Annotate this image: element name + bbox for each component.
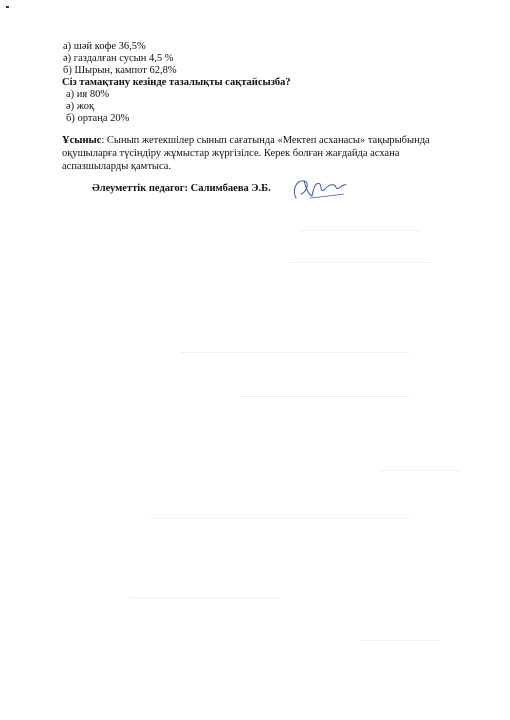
- answer-option: ә) жоқ: [66, 101, 95, 112]
- bleed-through: [180, 352, 410, 353]
- recommendation-paragraph: [62, 134, 462, 173]
- bleed-through: [360, 640, 440, 641]
- bleed-through: [290, 262, 430, 263]
- handwritten-signature: [290, 172, 350, 204]
- bleed-through: [150, 518, 410, 519]
- recommendation-label: Ұсыныс: [62, 135, 102, 146]
- bleed-through: [300, 230, 420, 231]
- survey-question: Сіз тамақтану кезінде тазалықты сақтайсызба?: [62, 77, 291, 88]
- scan-mark: [6, 6, 9, 8]
- answer-option: а) ия 80%: [66, 89, 110, 100]
- answer-option: а) шәй кофе 36,5%: [63, 41, 146, 52]
- answer-option: б) Шырын, кампот 62,8%: [63, 65, 177, 76]
- bleed-through: [240, 396, 410, 397]
- bleed-through: [130, 597, 280, 598]
- signature-line: Әлеуметтік педагог: Салимбаева Э.Б.: [92, 183, 271, 194]
- answer-option: б) ортаңа 20%: [66, 113, 130, 124]
- answer-option: ә) газдалған сусын 4,5 %: [63, 53, 174, 64]
- bleed-through: [380, 470, 460, 471]
- recommendation-text: : Сынып жетекшілер сынып сағатында «Мектеп асханасы» тақырыбында оқушыларға түсіндіру жұмыстар жүргізілсе. Керек болған жағдайда асхана аспазшыларды қамтыса.: [62, 135, 430, 172]
